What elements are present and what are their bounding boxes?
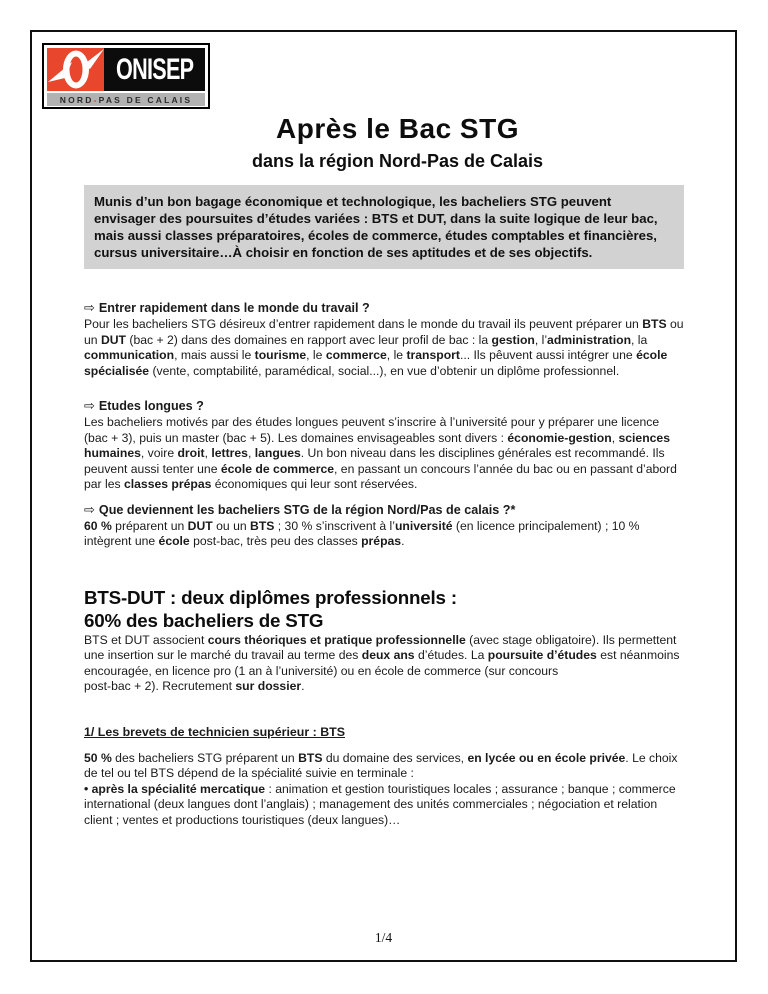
onisep-region-band <box>47 93 205 106</box>
region-text-left: NORD <box>59 94 94 105</box>
onisep-brand <box>104 48 205 91</box>
intro-box: Munis d’un bon bagage économique et technologique, les bacheliers STG peuvent envisager des poursuites d’études variées : BTS et DUT, dans la suite logique de leur bac, mais aussi classes préparatoires, écoles de commerce, études comptables et financières, cursus universitaire…À choisir en fonction de ses aptitudes et de ses objectifs. <box>84 185 684 269</box>
section-etudes-longues <box>84 398 684 493</box>
section-heading-row <box>84 398 684 414</box>
main-section-paragraph: BTS et DUT associent cours théoriques et pratique professionnelle (avec stage obligatoire). Ils permettent une insertion sur le marché du travail au terme des deux ans d’études. La poursuite d’études est néanmoins encouragée, en licence pro (1 an à l’université) ou en école de commerce (sur concours post-bac + 2). Recrutement sur dossier. <box>84 632 680 693</box>
section-heading-row <box>84 300 684 316</box>
section-statistiques <box>84 502 684 550</box>
section-paragraph: Les bacheliers motivés par des études longues peuvent s’inscrire à l’université pour y préparer une licence (bac + 3), puis un master (bac + 5). Les domaines envisageables sont divers : économie-gestion, sciences humaines, voire droit, lettres, langues. Un bon niveau dans les disciplines générales est recommandé. Ils peuvent aussi tenter une école de commerce, en passant un concours l’année du bac ou en passant d’abord par les classes prépas économiques qui leur sont réservées. <box>84 415 677 491</box>
region-dash: - <box>93 94 99 105</box>
main-heading-line2: 60% des bacheliers de STG <box>84 609 324 631</box>
section-heading-row <box>84 502 684 518</box>
section-paragraph: 60 % préparent un DUT ou un BTS ; 30 % s’inscrivent à l’université (en licence principalement) ; 10 % intègrent une école post-bac, très peu des classes prépas. <box>84 518 640 548</box>
section-monde-du-travail <box>84 300 684 379</box>
right-arrow-icon: ⇨ <box>84 300 95 315</box>
document-body <box>32 185 735 828</box>
page-title: Après le Bac STG <box>276 113 519 144</box>
onisep-brand-text: ONISEP <box>115 52 194 86</box>
region-text-right: PAS DE CALAIS <box>98 94 193 105</box>
page-number: 1/4 <box>374 930 393 945</box>
section-heading: Etudes longues ? <box>98 399 204 413</box>
bts-section-heading: 1/ Les brevets de technicien supérieur : BTS <box>84 724 345 739</box>
bts-section-paragraph: 50 % des bacheliers STG préparent un BTS du domaine des services, en lycée ou en école privée. Le choix de tel ou tel BTS dépend de la spécialité suivie en terminale : • après la spécialité mercatique : animation et gestion touristiques locales ; assurance ; banque ; commerce international (deux langues dont l’anglais) ; management des unités commerciales ; négociation et relation client ; ventes et productions touristiques (deux langues)… <box>84 750 678 827</box>
document-page <box>30 30 737 962</box>
section-paragraph: Pour les bacheliers STG désireux d’entrer rapidement dans le monde du travail ils peuvent préparer un BTS ou un DUT (bac + 2) dans des domaines en rapport avec leur profil de bac : la gestion, l’administration, la communication, mais aussi le tourisme, le commerce, le transport... Ils pêuvent aussi intégrer une école spécialisée (vente, comptabilité, paramédical, social...), en vue d’obtenir un diplôme professionnel. <box>84 317 684 378</box>
main-heading-line1: BTS-DUT : deux diplômes professionnels : <box>84 586 457 608</box>
page-subtitle: dans la région Nord-Pas de Calais <box>251 151 544 171</box>
main-section-heading <box>84 586 684 632</box>
right-arrow-icon: ⇨ <box>84 398 95 413</box>
onisep-logo <box>42 43 210 109</box>
right-arrow-icon: ⇨ <box>84 501 95 517</box>
onisep-logo-row <box>47 48 205 91</box>
section-heading: Que deviennent les bacheliers STG de la région Nord/Pas de calais ?* <box>98 502 516 517</box>
onisep-logo-mark-icon <box>47 48 104 91</box>
section-heading: Entrer rapidement dans le monde du travail ? <box>98 301 370 315</box>
